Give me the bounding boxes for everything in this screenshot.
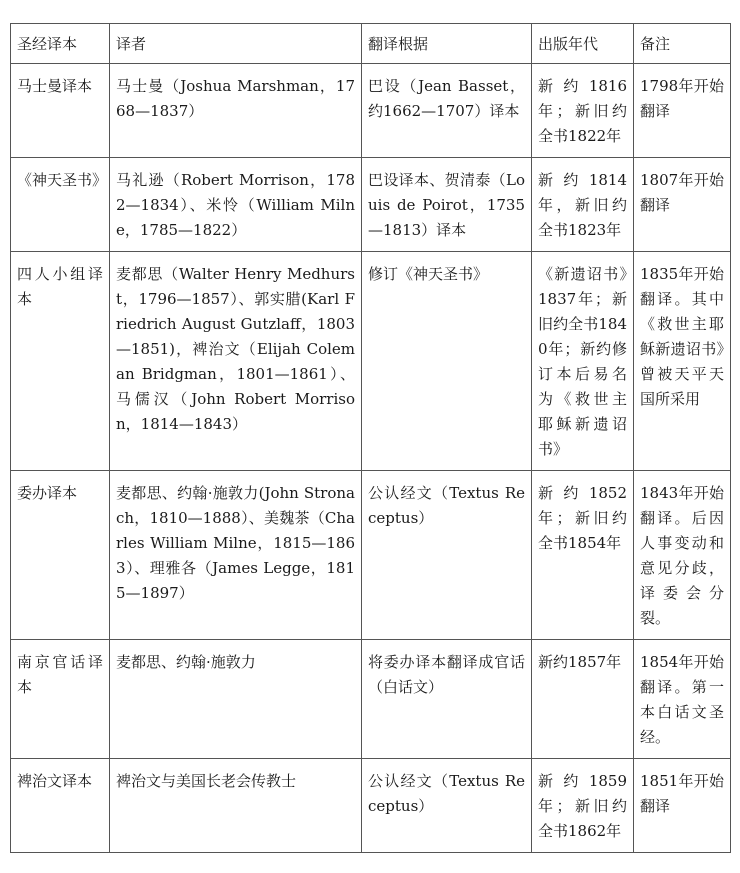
cell-notes: 1798年开始翻译 <box>634 64 731 158</box>
cell-years: 新约1814年，新旧约全书1823年 <box>532 158 634 252</box>
header-years: 出版年代 <box>532 24 634 64</box>
cell-years: 新约1859年；新旧约全书1862年 <box>532 759 634 853</box>
cell-years: 《新遗诏书》1837年；新旧约全书1840年；新约修订本后易名为《救世主耶稣新遗诏书》 <box>532 252 634 471</box>
cell-notes: 1835年开始翻译。其中《救世主耶稣新遗诏书》曾被天平天国所采用 <box>634 252 731 471</box>
cell-basis: 巴设（Jean Basset，约1662—1707）译本 <box>362 64 532 158</box>
table-header-row <box>11 24 731 64</box>
cell-version: 委办译本 <box>11 471 110 640</box>
cell-basis: 公认经文（Textus Receptus） <box>362 759 532 853</box>
cell-translators: 马士曼（Joshua Marshman，1768—1837） <box>110 64 362 158</box>
table-row <box>11 471 731 640</box>
table-row <box>11 640 731 759</box>
table-row <box>11 759 731 853</box>
cell-years: 新约1852年；新旧约全书1854年 <box>532 471 634 640</box>
cell-notes: 1854年开始翻译。第一本白话文圣经。 <box>634 640 731 759</box>
cell-translators: 麦都思、约翰·施敦力 <box>110 640 362 759</box>
cell-translators: 马礼逊（Robert Morrison，1782—1834）、米怜（William Milne，1785—1822） <box>110 158 362 252</box>
cell-notes: 1843年开始翻译。后因人事变动和意见分歧，译委会分裂。 <box>634 471 731 640</box>
cell-basis: 巴设译本、贺清泰（Louis de Poirot，1735—1813）译本 <box>362 158 532 252</box>
table-row <box>11 64 731 158</box>
cell-version: 马士曼译本 <box>11 64 110 158</box>
cell-version: 四人小组译本 <box>11 252 110 471</box>
cell-version: 《神天圣书》 <box>11 158 110 252</box>
cell-notes: 1807年开始翻译 <box>634 158 731 252</box>
header-notes: 备注 <box>634 24 731 64</box>
cell-translators: 麦都思（Walter Henry Medhurst，1796—1857）、郭实腊(Karl Friedrich August Gutzlaff，1803—1851)，裨治文（Elijah Coleman Bridgman，1801—1861）、马儒汉（John Robert Morrison，1814—1843） <box>110 252 362 471</box>
table-row <box>11 252 731 471</box>
cell-basis: 修订《神天圣书》 <box>362 252 532 471</box>
cell-translators: 裨治文与美国长老会传教士 <box>110 759 362 853</box>
cell-version: 南京官话译本 <box>11 640 110 759</box>
header-translators: 译者 <box>110 24 362 64</box>
cell-basis: 公认经文（Textus Receptus） <box>362 471 532 640</box>
header-basis: 翻译根据 <box>362 24 532 64</box>
cell-translators: 麦都思、约翰·施敦力(John Stronach，1810—1888）、美魏茶（Charles William Milne，1815—1863）、理雅各（James Legge，1815—1897） <box>110 471 362 640</box>
cell-years: 新约1816年；新旧约全书1822年 <box>532 64 634 158</box>
bible-translations-table <box>10 23 731 853</box>
table-row <box>11 158 731 252</box>
header-version: 圣经译本 <box>11 24 110 64</box>
cell-version: 裨治文译本 <box>11 759 110 853</box>
cell-notes: 1851年开始翻译 <box>634 759 731 853</box>
cell-years: 新约1857年 <box>532 640 634 759</box>
cell-basis: 将委办译本翻译成官话（白话文） <box>362 640 532 759</box>
